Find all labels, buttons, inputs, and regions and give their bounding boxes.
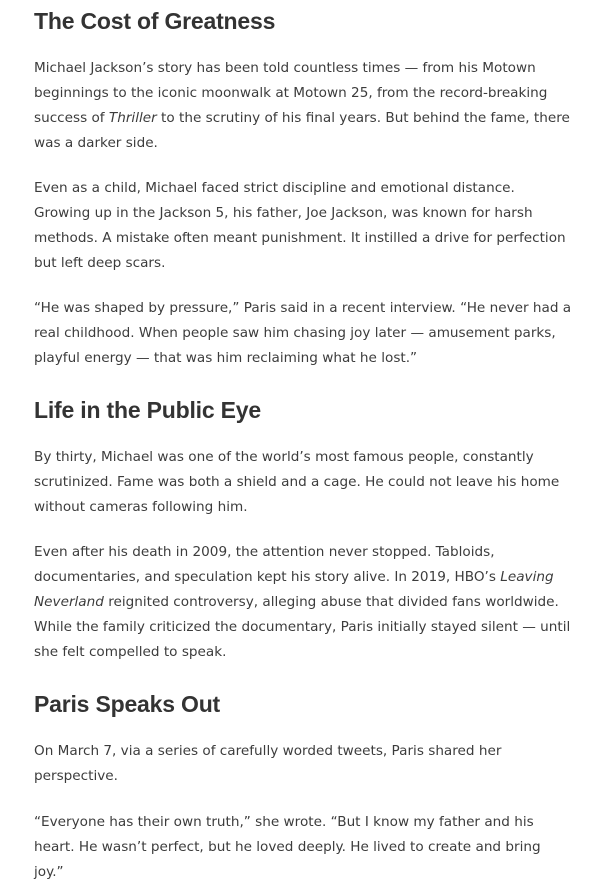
paragraph: “Everyone has their own truth,” she wrote. “But I know my father and his heart. He wasn’t perfect, but he loved deeply. He lived to create and bring joy.” (34, 814, 541, 880)
section-heading: Life in the Public Eye (34, 397, 261, 423)
paragraph: Even as a child, Michael faced strict discipline and emotional distance. Growing up in the Jackson 5, his father, Joe Jackson, was known for harsh methods. A mistake often meant punishment. It instilled a drive for perfection but left deep scars. (34, 180, 566, 271)
section-heading: The Cost of Greatness (34, 8, 276, 34)
paragraph-text: reignited controversy, alleging abuse that divided fans worldwide. While the family criticized the documentary, Paris initially stayed silent — until she felt compelled to speak. (34, 594, 571, 660)
paragraph (34, 56, 574, 156)
italic-title: Leaving Neverland (34, 569, 554, 610)
paragraph-text: Michael Jackson’s story has been told countless times — from his Motown beginnings to the iconic moonwalk at Motown 25, from the record-breaking success of (34, 60, 548, 126)
paragraph (34, 540, 574, 665)
italic-title: Thriller (108, 110, 157, 126)
paragraph-text: to the scrutiny of his final years. But behind the fame, there was a darker side. (34, 110, 570, 151)
paragraph: “He was shaped by pressure,” Paris said in a recent interview. “He never had a real childhood. When people saw him chasing joy later — amusement parks, playful energy — that was him reclaiming what he lost.” (34, 300, 572, 366)
section-heading: Paris Speaks Out (34, 691, 220, 717)
paragraph: On March 7, via a series of carefully worded tweets, Paris shared her perspective. (34, 743, 502, 784)
paragraph-text: Even after his death in 2009, the attention never stopped. Tabloids, documentaries, and speculation kept his story alive. In 2019, HBO’s (34, 544, 501, 585)
paragraph: By thirty, Michael was one of the world’s most famous people, constantly scrutinized. Fame was both a shield and a cage. He could not leave his home without cameras following him. (34, 449, 560, 515)
